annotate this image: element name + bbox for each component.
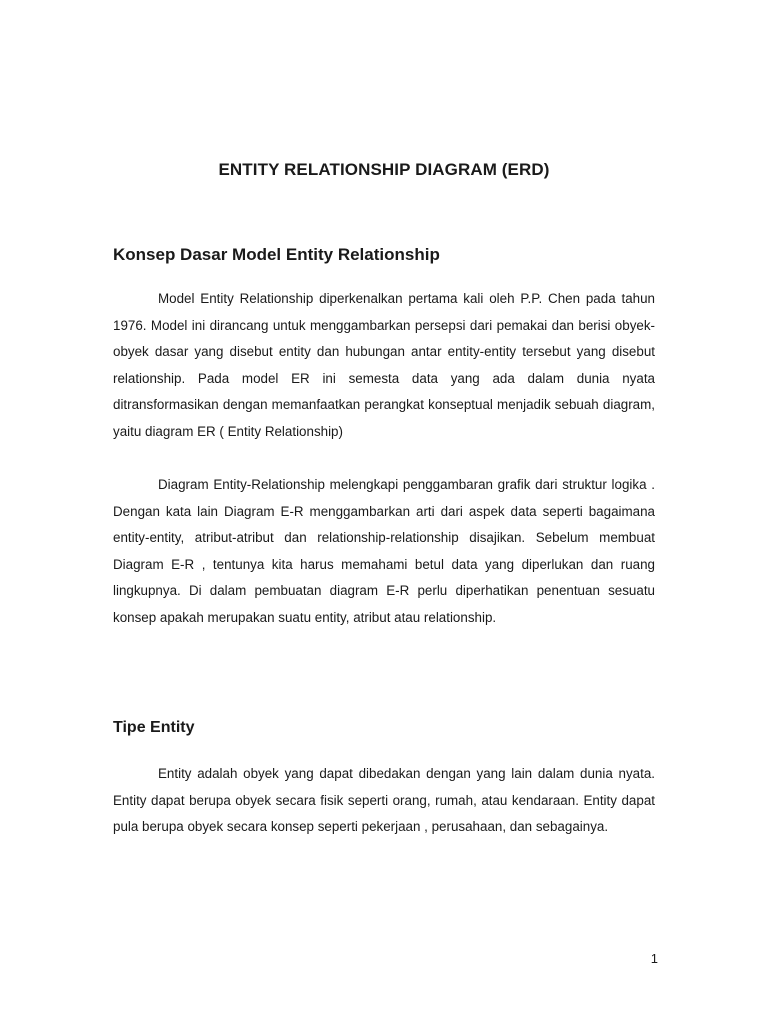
paragraph-tipe-entity-1 — [113, 761, 655, 841]
document-title: ENTITY RELATIONSHIP DIAGRAM (ERD) — [218, 160, 550, 179]
section-heading-konsep-dasar: Konsep Dasar Model Entity Relationship — [113, 245, 440, 264]
paragraph-text: Model Entity Relationship diperkenalkan pertama kali oleh P.P. Chen pada tahun 1976. Model ini dirancang untuk menggambarkan persepsi dari pemakai dan berisi obyek-obyek dasar yang disebut entity dan hubungan antar entity-entity tersebut yang disebut relationship. Pada model ER ini semesta data yang ada dalam dunia nyata ditransformasikan dengan memanfaatkan perangkat konseptual menjadik sebuah diagram, yaitu diagram ER ( Entity Relationship) — [113, 291, 655, 439]
paragraph-konsep-2 — [113, 472, 655, 632]
page-number: 1 — [650, 951, 658, 966]
section-heading-tipe-entity: Tipe Entity — [113, 719, 195, 736]
paragraph-text: Diagram Entity-Relationship melengkapi penggambaran grafik dari struktur logika . Dengan kata lain Diagram E-R menggambarkan arti dari aspek data seperti bagaimana entity-entity, atribut-atribut dan relationship-relationship disajikan. Sebelum membuat Diagram E-R , tentunya kita harus memahami betul data yang diperlukan dan ruang lingkupnya. Di dalam pembuatan diagram E-R perlu diperhatikan penentuan sesuatu konsep apakah merupakan suatu entity, atribut atau relationship. — [113, 477, 655, 625]
paragraph-text: Entity adalah obyek yang dapat dibedakan dengan yang lain dalam dunia nyata. Entity dapat berupa obyek secara fisik seperti orang, rumah, atau kendaraan. Entity dapat pula berupa obyek secara konsep seperti pekerjaan , perusahaan, dan sebagainya. — [113, 766, 655, 835]
paragraph-konsep-1 — [113, 286, 655, 446]
